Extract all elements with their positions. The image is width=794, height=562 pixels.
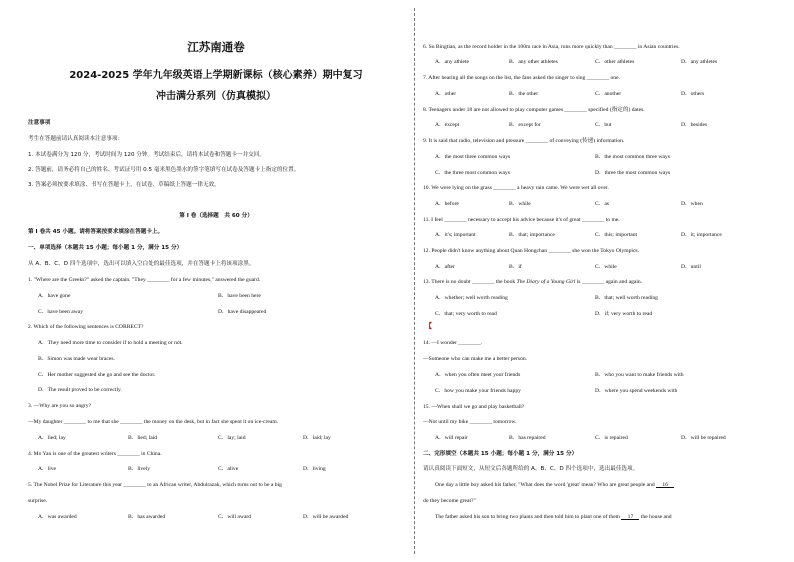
question-15-option-c[interactable]: C．is repaired bbox=[595, 435, 628, 441]
exam-subtitle-1: 2024-2025 学年九年级英语上学期新课标（核心素养）期中复习 bbox=[69, 70, 363, 81]
book-title: The Diary of a Young Girl bbox=[516, 279, 576, 285]
question-2-stem: 2. Which of the following sentences is CORRECT? bbox=[28, 324, 144, 330]
question-2-option-a[interactable]: A．They need more time to consider if to hold a meeting or not. bbox=[38, 340, 183, 346]
page-title: 江苏南通卷 bbox=[187, 40, 245, 54]
question-13-option-d[interactable]: D．if; very worth to read bbox=[595, 311, 653, 317]
question-5-stem-2: surprise. bbox=[28, 498, 48, 504]
question-13-option-c[interactable]: C．that; very worth to read bbox=[435, 311, 497, 317]
cloze-blank-17[interactable]: 17 bbox=[621, 514, 639, 520]
section2-instructions: 请认真阅读下面短文，从短文后各题所给的 A、B、C、D 四个选项中，选出最佳选项。 bbox=[423, 466, 639, 472]
question-2-option-b[interactable]: B．Simon was made wear braces. bbox=[38, 356, 115, 362]
question-10-option-a[interactable]: A．before bbox=[435, 201, 459, 207]
question-9-option-c[interactable]: C．the three most common ways bbox=[435, 170, 510, 176]
question-1-option-c[interactable]: C．have been away bbox=[38, 309, 84, 315]
question-15-option-b[interactable]: B．has repaired bbox=[509, 435, 546, 441]
question-8-option-c[interactable]: C．but bbox=[595, 122, 612, 128]
question-14-option-c[interactable]: C．how you make your friends happy bbox=[435, 388, 521, 394]
question-3-option-c[interactable]: C．lay; laid bbox=[218, 435, 246, 441]
question-11-option-b[interactable]: B．that; importance bbox=[509, 232, 555, 238]
question-6-option-a[interactable]: A．any athlete bbox=[435, 59, 470, 65]
question-12-stem: 12. People didn't know anything about Quan Hongchan ________ she won the Tokyo Olympics. bbox=[423, 248, 640, 254]
question-11-option-a[interactable]: A．it's; important bbox=[435, 232, 476, 238]
notice-item: 2. 答题前，请务必将自己的姓名、考试证号用 0.5 毫米黑色墨水的签字笔填写在试卷及答题卡上指定的位置。 bbox=[28, 167, 300, 173]
section1-instructions: 从 A、B、C、D 四个选项中，选出可以填入空白处的最佳选项，并在答题卡上将该项涂黑。 bbox=[28, 261, 255, 267]
cloze-paragraph-1-cont: do they become great?" bbox=[423, 498, 476, 504]
question-15-option-d[interactable]: D．will be repaired bbox=[681, 435, 726, 441]
question-9-stem: 9. It is said that radio, television and pressure ________ of conveying (传递) information. bbox=[423, 138, 625, 144]
question-6-option-c[interactable]: C．other athletes bbox=[595, 59, 635, 65]
question-15-stem: 15. —When shall we go and play basketball? bbox=[423, 404, 525, 410]
cloze-paragraph-2 bbox=[435, 514, 672, 521]
question-7-option-b[interactable]: B．the other bbox=[509, 91, 539, 97]
question-3-stem: 3. —Why are you so angry? bbox=[28, 403, 92, 409]
exam-subtitle-2: 冲击满分系列（仿真模拟） bbox=[156, 91, 276, 102]
question-5-option-c[interactable]: C．will award bbox=[218, 514, 252, 520]
question-1-option-b[interactable]: B．have been here bbox=[218, 293, 261, 299]
question-4-option-c[interactable]: C．alive bbox=[218, 466, 239, 472]
question-12-option-b[interactable]: B．if bbox=[509, 264, 522, 270]
question-3-option-b[interactable]: B．lied; laid bbox=[128, 435, 158, 441]
question-11-stem: 11. I feel ________ necessary to accept his advice because it's of great ________ to me. bbox=[423, 217, 620, 223]
question-7-option-a[interactable]: A．other bbox=[435, 91, 457, 97]
notice-item: 3. 答案必须按要求填涂、书写在答题卡上，在试卷、草稿纸上答题一律无效。 bbox=[28, 182, 220, 188]
question-13-stem bbox=[423, 279, 642, 286]
question-3-stem-2: —My daughter ________ to me that she ________ the money on the desk, but in fact she spent it on ice-cream. bbox=[28, 419, 279, 425]
question-10-option-b[interactable]: B．while bbox=[509, 201, 531, 207]
question-14-stem: 14. —I wonder ________. bbox=[423, 340, 483, 346]
question-4-option-a[interactable]: A．live bbox=[38, 466, 57, 472]
question-7-option-c[interactable]: C．another bbox=[595, 91, 622, 97]
question-12-option-a[interactable]: A．after bbox=[435, 264, 455, 270]
notice-heading: 注意事项 bbox=[28, 120, 51, 126]
notice-intro: 考生在答题前请认真阅读本注意事项： bbox=[28, 136, 124, 142]
question-2-option-d[interactable]: D．The result proved to be correctly. bbox=[38, 387, 122, 393]
question-9-option-a[interactable]: A．the most three common ways bbox=[435, 154, 511, 160]
question-8-option-a[interactable]: A．except bbox=[435, 122, 460, 128]
section2-heading: 二、完形填空（本题共 15 小题；每小题 1 分，满分 15 分） bbox=[423, 451, 578, 457]
question-3-option-a[interactable]: A．lied; lay bbox=[38, 435, 66, 441]
question-5-option-d[interactable]: D．will be awarded bbox=[303, 514, 349, 520]
notice-item: 1. 本试卷满分为 120 分，考试时间为 120 分钟。考试结束后，请将本试卷和答题卡一并交回。 bbox=[28, 152, 265, 158]
question-5-stem: 5. The Nobel Prize for Literature this year ________ to an African writer, Abdulrazak, which turns out to be a big bbox=[28, 482, 282, 488]
question-8-option-d[interactable]: D．besides bbox=[681, 122, 708, 128]
question-12-option-c[interactable]: C．while bbox=[595, 264, 617, 270]
question-12-option-d[interactable]: D．until bbox=[681, 264, 701, 270]
cloze-text: the house and bbox=[640, 514, 672, 520]
question-14-option-a[interactable]: A．when you often meet your friends bbox=[435, 372, 521, 378]
question-7-stem: 7. After hearing all the songs on the list, the fans asked the singer to sing ________ one. bbox=[423, 75, 620, 81]
question-15-stem-2: —Not until my bike ________ tomorrow. bbox=[423, 419, 517, 425]
question-13-stem-pre: 13. There is no doubt ________ the book bbox=[423, 279, 517, 285]
question-11-option-c[interactable]: C．this; important bbox=[595, 232, 638, 238]
bracket-marker: 【 bbox=[425, 322, 432, 330]
question-8-option-b[interactable]: B．except for bbox=[509, 122, 541, 128]
question-6-option-b[interactable]: B．any other athletes bbox=[509, 59, 558, 65]
question-4-stem: 4. Mo Yan is one of the greatest writers ________ in China. bbox=[28, 451, 162, 457]
question-8-stem: 8. Teenagers under 18 are not allowed to play computer games ________ specified (指定的) dates. bbox=[423, 107, 645, 113]
question-4-option-d[interactable]: D．living bbox=[303, 466, 326, 472]
question-13-option-b[interactable]: B．that; well worth reading bbox=[595, 295, 658, 301]
question-10-option-d[interactable]: D．when bbox=[681, 201, 703, 207]
cloze-text: The father asked his son to bring two plants and then told him to plant one of them bbox=[435, 514, 621, 520]
question-14-stem-2: —Someone who can make me a better person. bbox=[423, 356, 528, 362]
part1-heading: 第 I 卷（选择题 共 60 分） bbox=[179, 213, 253, 219]
question-13-stem-post: is ________ again and again. bbox=[575, 279, 643, 285]
question-10-stem: 10. We were lying on the grass ________ a heavy rain came. We were wet all over. bbox=[423, 185, 609, 191]
column-divider bbox=[414, 8, 415, 554]
question-14-option-b[interactable]: B．who you want to make friends with bbox=[595, 372, 684, 378]
section1-heading: 一、单项选择（本题共 15 小题；每小题 1 分，满分 15 分） bbox=[28, 245, 183, 251]
question-3-option-d[interactable]: D．laid; lay bbox=[303, 435, 331, 441]
cloze-paragraph-1 bbox=[435, 482, 674, 489]
question-4-option-b[interactable]: B．lively bbox=[128, 466, 151, 472]
question-9-option-b[interactable]: B．the most common three ways bbox=[595, 154, 670, 160]
question-15-option-a[interactable]: A．will repair bbox=[435, 435, 468, 441]
question-7-option-d[interactable]: D．others bbox=[681, 91, 705, 97]
cloze-blank-16[interactable]: 16 bbox=[656, 482, 674, 488]
question-6-option-d[interactable]: D．any athletes bbox=[681, 59, 718, 65]
part1-note: 第 I 卷共 45 小题。请将答案按要求填涂在答题卡上。 bbox=[28, 229, 164, 235]
question-10-option-c[interactable]: C．as bbox=[595, 201, 609, 207]
question-2-option-c[interactable]: C．Her mother suggested she go and see the doctor. bbox=[38, 372, 156, 378]
question-1-option-d[interactable]: D．have disappeared bbox=[218, 309, 267, 315]
question-13-option-a[interactable]: A．whether; well worth reading bbox=[435, 295, 508, 301]
question-14-option-d[interactable]: D．where you spend weekends with bbox=[595, 388, 678, 394]
question-1-option-a[interactable]: A．have gone bbox=[38, 293, 71, 299]
question-6-stem: 6. Su Bingtian, as the record holder in the 100m race in Asia, runs more quickly than ________ in Asian countries. bbox=[423, 44, 680, 50]
cloze-text: One day a little boy asked his father, "What does the word 'great' mean? Who are great people and bbox=[435, 482, 655, 488]
question-5-option-b[interactable]: B．has awarded bbox=[128, 514, 166, 520]
question-5-option-a[interactable]: A．was awarded bbox=[38, 514, 77, 520]
question-1-stem: 1. "Where are the Greeks?" asked the captain. "They ________ for a few minutes," answered the guard. bbox=[28, 277, 261, 283]
question-11-option-d[interactable]: D．it; importance bbox=[681, 232, 722, 238]
question-9-option-d[interactable]: D．three the most common ways bbox=[595, 170, 671, 176]
